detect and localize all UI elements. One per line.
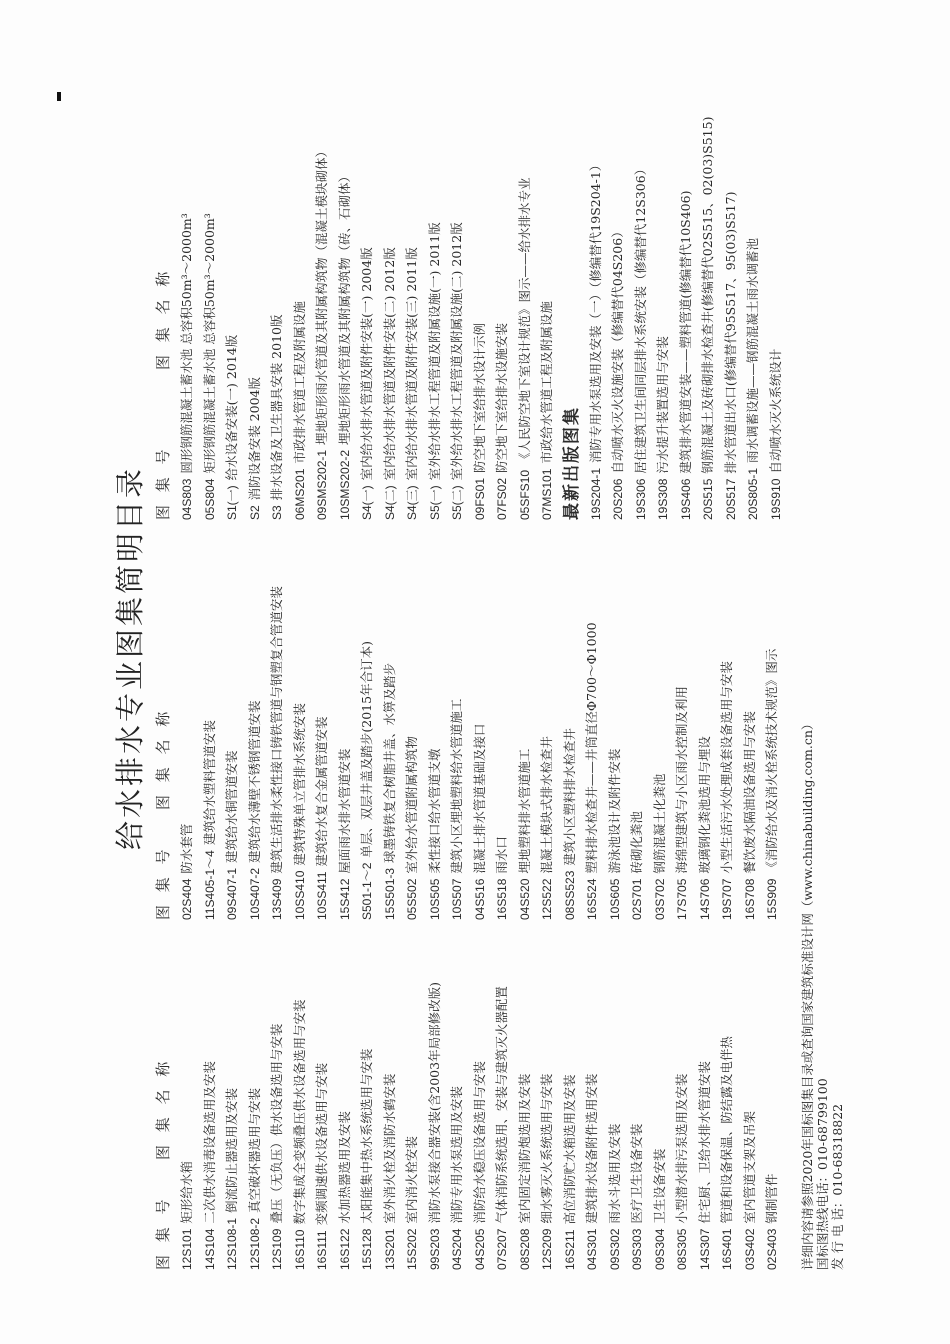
catalog-column-3 [152, 50, 787, 520]
catalog-row [469, 930, 492, 1270]
atlas-name: 雨水口 [494, 836, 509, 874]
catalog-row [491, 530, 514, 920]
atlas-name: 室外给水排水工程管道及附属设施(二) 2012版 [449, 222, 464, 481]
atlas-name: 砖砌化粪池 [629, 811, 644, 874]
atlas-name: 建筑排水管道安装——塑料管道(修编替代10S406) [677, 190, 693, 474]
catalog-page [100, 40, 860, 1280]
atlas-name: 排水设备及卫生器具安装 2010版 [269, 314, 284, 501]
catalog-row [469, 50, 492, 520]
atlas-name: 室外给水排水工程管道及附属设施(一) 2011版 [426, 222, 442, 481]
atlas-code: S3 [270, 505, 284, 520]
atlas-code: 02S404 [180, 878, 194, 920]
atlas-name: 矩形给水箱 [179, 1161, 194, 1224]
atlas-name: 柔性接口给水管道支墩 [426, 748, 442, 874]
catalog-row [559, 930, 582, 1270]
atlas-code: 16S122 [337, 1228, 352, 1270]
atlas-code: 12S522 [540, 878, 554, 920]
atlas-name: 消防专用水泵选用及安装 [449, 1086, 464, 1224]
atlas-code: 10SS411 [315, 871, 329, 920]
atlas-code: 04S205 [472, 1228, 487, 1270]
atlas-name: 卫生设备安装 [651, 1148, 667, 1224]
atlas-code: 17S705 [675, 878, 689, 920]
catalog-row [514, 50, 537, 520]
atlas-code: 03S402 [742, 1228, 757, 1270]
catalog-row [356, 930, 379, 1270]
atlas-name: 建筑给水铜管道安装 [224, 750, 239, 863]
atlas-name: 防水套管 [179, 823, 194, 874]
catalog-row [379, 530, 402, 920]
catalog-row [356, 530, 379, 920]
catalog-row [199, 50, 222, 520]
footer [800, 718, 845, 1270]
atlas-name: 混凝土模块式排水检查井 [539, 736, 554, 874]
atlas-code: 99S203 [427, 1228, 442, 1270]
catalog-row [221, 50, 244, 520]
catalog-row [176, 930, 199, 1270]
catalog-row [266, 530, 289, 920]
catalog-row [424, 530, 447, 920]
atlas-code: 16S111 [315, 1230, 329, 1270]
catalog-row [244, 50, 267, 520]
catalog-row [585, 50, 608, 520]
atlas-code: S1(一) [225, 485, 239, 520]
atlas-code: 13S409 [270, 878, 284, 920]
atlas-code: 16S708 [742, 878, 757, 920]
catalog-row [514, 530, 537, 920]
atlas-code: 14S307 [697, 1228, 712, 1270]
atlas-name: 消防给水稳压设备选用与安装 [471, 1061, 487, 1224]
atlas-code: 12S209 [540, 1228, 554, 1270]
catalog-row [742, 50, 765, 520]
atlas-code: 16S518 [495, 878, 509, 920]
atlas-code: 10SMS202-2 [337, 449, 352, 520]
atlas-name: 污水提升装置选用与安装 [655, 336, 670, 474]
atlas-code: 15S909 [765, 878, 779, 920]
catalog-row [401, 930, 424, 1270]
atlas-code: 19S306 [633, 478, 648, 520]
atlas-code: 05S502 [405, 878, 419, 920]
atlas-code: 04S204 [450, 1228, 464, 1270]
catalog-row [626, 930, 649, 1270]
atlas-code: S2 [247, 505, 262, 520]
atlas-name: 球墨铸铁复合树脂井盖、水箅及踏步 [381, 662, 397, 863]
catalog-row [356, 50, 379, 520]
catalog-row [424, 50, 447, 520]
atlas-name: 高位消防贮水箱选用及安装 [561, 1074, 577, 1225]
atlas-name: 叠压（无负压）供水设备选用与安装 [269, 1023, 284, 1224]
catalog-row [311, 930, 334, 1270]
atlas-name: 市政排水管道工程及附属设施 [291, 301, 307, 464]
atlas-name: 钢筋混凝土化粪池 [651, 773, 667, 874]
catalog-row [469, 530, 492, 920]
catalog-row [379, 930, 402, 1270]
atlas-name: 建筑特殊单立管排水系统安装 [291, 703, 307, 866]
atlas-name: 二次供水消毒设备选用及安装 [201, 1061, 217, 1224]
atlas-name: 钢制管件 [764, 1173, 779, 1224]
atlas-name: 雨水调蓄设施——钢筋混凝土雨水调蓄池 [745, 237, 760, 463]
atlas-code: 09S407-1 [225, 867, 239, 920]
catalog-row [649, 930, 672, 1270]
atlas-name: 埋地矩形雨水管道及其附属构筑物（混凝土模块砌体） [314, 144, 329, 445]
catalog-row [607, 50, 630, 520]
atlas-name: 玻璃钢化粪池选用与埋设 [696, 736, 712, 874]
catalog-row [626, 530, 649, 920]
atlas-name: 《消防给水及消火栓系统技术规范》图示 [764, 648, 779, 874]
atlas-name: 消防专用水泵选用及安装（一）（修编替代19S204-1） [587, 158, 603, 463]
atlas-code: 05S804 [202, 478, 217, 520]
atlas-name: 防空地下室给排水设施安装 [494, 322, 509, 473]
atlas-name: 医疗卫生设备安装 [629, 1123, 644, 1224]
catalog-row [176, 50, 199, 520]
catalog-row [289, 50, 312, 520]
atlas-name: 给水设备安装(一) 2014版 [224, 334, 239, 481]
atlas-code: S501-1～2 [360, 862, 374, 920]
atlas-name: 混凝土排水管道基础及接口 [471, 723, 487, 874]
catalog-row [761, 930, 784, 1270]
atlas-name: 建筑排水设备附件选用安装 [584, 1073, 599, 1224]
footer-note: 详细内容请参照2020年国标图集目录或查询国家建筑标准设计网（www.chinabuilding.com.cn） [800, 717, 815, 1270]
header-code: 图 集 号 [154, 445, 172, 520]
header-name: 图 集 名 称 [154, 267, 172, 370]
atlas-name: 室内给水排水管道及附件安装(二) 2012版 [381, 247, 397, 481]
atlas-name: 埋地矩形雨水管道及其附属构筑物（砖、石砌体） [336, 169, 352, 445]
atlas-name: 小型潜水排污泵选用及安装 [674, 1073, 689, 1224]
catalog-row [671, 930, 694, 1270]
atlas-name: 建筑给水薄壁不锈钢管道安装 [246, 700, 262, 863]
catalog-row [649, 530, 672, 920]
atlas-code: S4(一) [360, 485, 374, 520]
atlas-name: 室内消火栓安装 [404, 1136, 419, 1224]
catalog-row [221, 930, 244, 1270]
catalog-row [289, 530, 312, 920]
atlas-name: 钢筋混凝土及砖砌排水检查井(修编替代02S515、02(03)S515) [700, 116, 715, 474]
atlas-name: 消防设备安装 2004版 [246, 377, 262, 501]
catalog-row [697, 50, 720, 520]
atlas-name: 建筑小区塑料排水检查井 [561, 728, 577, 866]
atlas-code: 04S301 [585, 1228, 599, 1270]
atlas-name: 太阳能集中热水系统选用与安装 [359, 1048, 374, 1224]
column-header [152, 50, 176, 520]
catalog-row [244, 930, 267, 1270]
atlas-name: 自动喷水灭火设施安装（修编替代04S206） [610, 225, 625, 474]
catalog-row [401, 530, 424, 920]
catalog-row [694, 930, 717, 1270]
column-header [152, 930, 176, 1270]
catalog-row [604, 530, 627, 920]
atlas-code: 04S516 [472, 878, 487, 920]
catalog-row [581, 930, 604, 1270]
atlas-code: 02S701 [630, 878, 644, 920]
atlas-code: 16S401 [720, 1228, 734, 1270]
catalog-row [401, 50, 424, 520]
atlas-name: 室内给水排水管道及附件安装(三) 2011版 [404, 247, 419, 481]
atlas-code: 07FS02 [495, 477, 509, 520]
atlas-code: 20S206 [611, 478, 625, 520]
atlas-name: 建筑给水复合金属管道安装 [314, 716, 329, 867]
atlas-code: 13S201 [382, 1228, 397, 1270]
atlas-code: 15S128 [360, 1228, 374, 1270]
atlas-code: 10S407-2 [247, 867, 262, 920]
atlas-name: 居住建筑卫生间同层排水系统安装（修编替代12S306） [632, 162, 648, 474]
atlas-name: 塑料排水检查井——井筒直径Φ700～Φ1000 [584, 622, 599, 874]
catalog-row [446, 50, 469, 520]
atlas-name: 室内给水排水管道及附件安装(一) 2004版 [359, 247, 374, 481]
atlas-code: S5(一) [427, 485, 442, 520]
atlas-name: 气体消防系统选用、安装与建筑灭火器配置 [494, 986, 509, 1224]
atlas-name: 自动喷水灭火系统设计 [767, 348, 783, 474]
catalog-row [536, 50, 559, 520]
atlas-name: 消防水泵接合器安装(含2003年局部修改版) [426, 982, 442, 1224]
catalog-row [424, 930, 447, 1270]
catalog-column-2 [152, 530, 784, 920]
catalog-row [491, 50, 514, 520]
catalog-row [604, 930, 627, 1270]
catalog-row [514, 930, 537, 1270]
atlas-name: 《人民防空地下室设计规范》图示——给水排水专业 [516, 177, 532, 465]
page-title: 给水排水专业图集简明目录 [113, 465, 147, 850]
catalog-row [446, 530, 469, 920]
atlas-code: 15S412 [337, 878, 352, 920]
atlas-name: 防空地下室给排水设计示例 [471, 322, 487, 473]
catalog-row [739, 930, 762, 1270]
atlas-name: 圆形钢筋混凝土蓄水池 总容积50m³～2000m³ [179, 213, 194, 474]
catalog-row [266, 50, 289, 520]
footer-hotline: 国标图热线电话：010-68799100 [815, 1078, 830, 1270]
catalog-row [199, 930, 222, 1270]
atlas-name: 数字集成全变频叠压供水设备选用与安装 [291, 999, 307, 1225]
atlas-code: 06MS201 [292, 468, 307, 520]
atlas-code: 20S515 [701, 478, 715, 520]
atlas-name: 建筑生活排水柔性接口铸铁管道与钢塑复合管道安装 [269, 586, 284, 874]
catalog-row [311, 50, 334, 520]
atlas-name: 建筑给水塑料管道安装 [201, 720, 217, 846]
atlas-code: 04S520 [517, 878, 532, 920]
atlas-name: 真空破坏器选用与安装 [246, 1087, 262, 1213]
atlas-code: S5(二) [450, 485, 464, 520]
atlas-code: 15S202 [405, 1228, 419, 1270]
atlas-code: 14S104 [202, 1228, 217, 1270]
catalog-row [675, 50, 698, 520]
atlas-name: 建筑小区埋地塑料给水管道施工 [449, 698, 464, 874]
atlas-name: 雨水斗选用及安装 [606, 1123, 622, 1224]
catalog-row [446, 930, 469, 1270]
atlas-code: 19S406 [678, 478, 693, 520]
atlas-name: 埋地塑料排水管道施工 [516, 748, 532, 874]
catalog-row [334, 530, 357, 920]
catalog-row [536, 530, 559, 920]
catalog-row [266, 930, 289, 1270]
catalog-row [311, 530, 334, 920]
header-code: 图 集 号 [154, 1195, 172, 1270]
atlas-code: 15S501-3 [382, 867, 397, 920]
atlas-name: 室内固定消防炮选用及安装 [516, 1073, 532, 1224]
catalog-row [199, 530, 222, 920]
atlas-code: 10S507 [450, 878, 464, 920]
new-section-heading: 最新出版图集 [561, 406, 582, 520]
atlas-name: 细水雾灭火系统选用与安装 [539, 1073, 554, 1224]
atlas-code: 08S305 [675, 1228, 689, 1270]
atlas-code: 04S803 [180, 478, 194, 520]
atlas-code: 10S505 [427, 878, 442, 920]
catalog-row [536, 930, 559, 1270]
atlas-code: 12S108-2 [247, 1217, 262, 1270]
catalog-row [694, 530, 717, 920]
catalog-row [761, 530, 784, 920]
atlas-name: 倒流防止器选用及安装 [224, 1087, 239, 1213]
atlas-code: 19S204-1 [588, 467, 603, 520]
atlas-code: 07S207 [495, 1228, 509, 1270]
atlas-code: 19S308 [656, 478, 670, 520]
header-name: 图 集 名 称 [154, 707, 172, 810]
atlas-code: 10SS410 [292, 870, 307, 920]
atlas-code: S4(三) [405, 485, 419, 520]
catalog-row [176, 530, 199, 920]
atlas-code: 16S524 [585, 878, 599, 920]
atlas-code: 09S304 [652, 1228, 667, 1270]
atlas-name: 海绵型建筑与小区雨水控制及利用 [674, 686, 689, 874]
atlas-code: 10S605 [607, 878, 622, 920]
atlas-name: 屋面雨水排水管道安装 [336, 748, 352, 874]
atlas-code: 08S208 [517, 1228, 532, 1270]
atlas-code: 03S702 [652, 878, 667, 920]
catalog-row [379, 50, 402, 520]
catalog-row [671, 530, 694, 920]
atlas-name: 室外给水管道附属构筑物 [404, 736, 419, 874]
catalog-row [716, 930, 739, 1270]
catalog-row [221, 530, 244, 920]
atlas-name: 餐饮废水隔油设备选用与安装 [741, 711, 757, 874]
atlas-code: 12S109 [270, 1228, 284, 1270]
atlas-name: 游泳池设计及附件安装 [606, 748, 622, 874]
column-header [152, 530, 176, 920]
atlas-code: 19S910 [768, 478, 783, 520]
atlas-name: 水加热器选用及安装 [336, 1111, 352, 1224]
header-name: 图 集 名 称 [154, 1057, 172, 1160]
atlas-name: 室外消火栓及消防水鹤安装 [381, 1073, 397, 1224]
catalog-row [244, 530, 267, 920]
atlas-code: 11S405-1～4 [202, 850, 217, 920]
atlas-code: 20S517 [723, 478, 738, 520]
atlas-code: 14S706 [697, 878, 712, 920]
catalog-row [739, 530, 762, 920]
atlas-code: 07MS101 [540, 468, 554, 520]
atlas-code: 05SFS10 [517, 469, 532, 520]
atlas-code: 16S110 [292, 1229, 307, 1270]
atlas-code: 20S805-1 [746, 467, 760, 520]
catalog-column-1 [152, 930, 784, 1270]
atlas-code: 16S211 [562, 1229, 577, 1270]
atlas-name: 住宅厨、卫给水排水管道安装 [696, 1061, 712, 1224]
catalog-row [334, 50, 357, 520]
atlas-code: 09S303 [630, 1228, 644, 1270]
footer-sales-phone: 发 行 电 话：010-68318822 [830, 1103, 845, 1270]
atlas-code: 08SS523 [562, 870, 577, 920]
atlas-name: 排水管道出水口(修编替代95S517、95(03)S517) [722, 191, 738, 474]
atlas-name: 矩形钢筋混凝土蓄水池 总容积50m³～2000m³ [201, 213, 217, 474]
catalog-row [765, 50, 788, 520]
catalog-row [581, 530, 604, 920]
catalog-row [289, 930, 312, 1270]
atlas-name: 室内管道支架及吊架 [741, 1111, 757, 1224]
atlas-code: S4(二) [382, 485, 397, 520]
atlas-name: 管道和设备保温、防结露及电伴热 [719, 1036, 734, 1224]
atlas-name: 小型生活污水处理成套设备选用与安装 [719, 661, 734, 874]
atlas-code: 02S403 [765, 1228, 779, 1270]
catalog-row [334, 930, 357, 1270]
atlas-code: 09FS01 [472, 477, 487, 520]
scan-mark [57, 92, 61, 101]
atlas-code: 09SMS202-1 [315, 449, 329, 520]
catalog-row [652, 50, 675, 520]
catalog-row [720, 50, 743, 520]
atlas-name: 变频调速供水设备选用与安装 [314, 1062, 329, 1226]
header-code: 图 集 号 [154, 845, 172, 920]
catalog-row [559, 530, 582, 920]
atlas-code: 12S108-1 [225, 1217, 239, 1270]
atlas-code: 19S707 [720, 878, 734, 920]
catalog-row [716, 530, 739, 920]
atlas-name: 单层、双层井盖及踏步(2015年合订本) [359, 641, 374, 858]
catalog-row [491, 930, 514, 1270]
atlas-code: 09S302 [607, 1228, 622, 1270]
atlas-code: 12S101 [180, 1228, 194, 1270]
catalog-row [630, 50, 653, 520]
atlas-name: 市政给水管道工程及附属设施 [539, 301, 554, 464]
